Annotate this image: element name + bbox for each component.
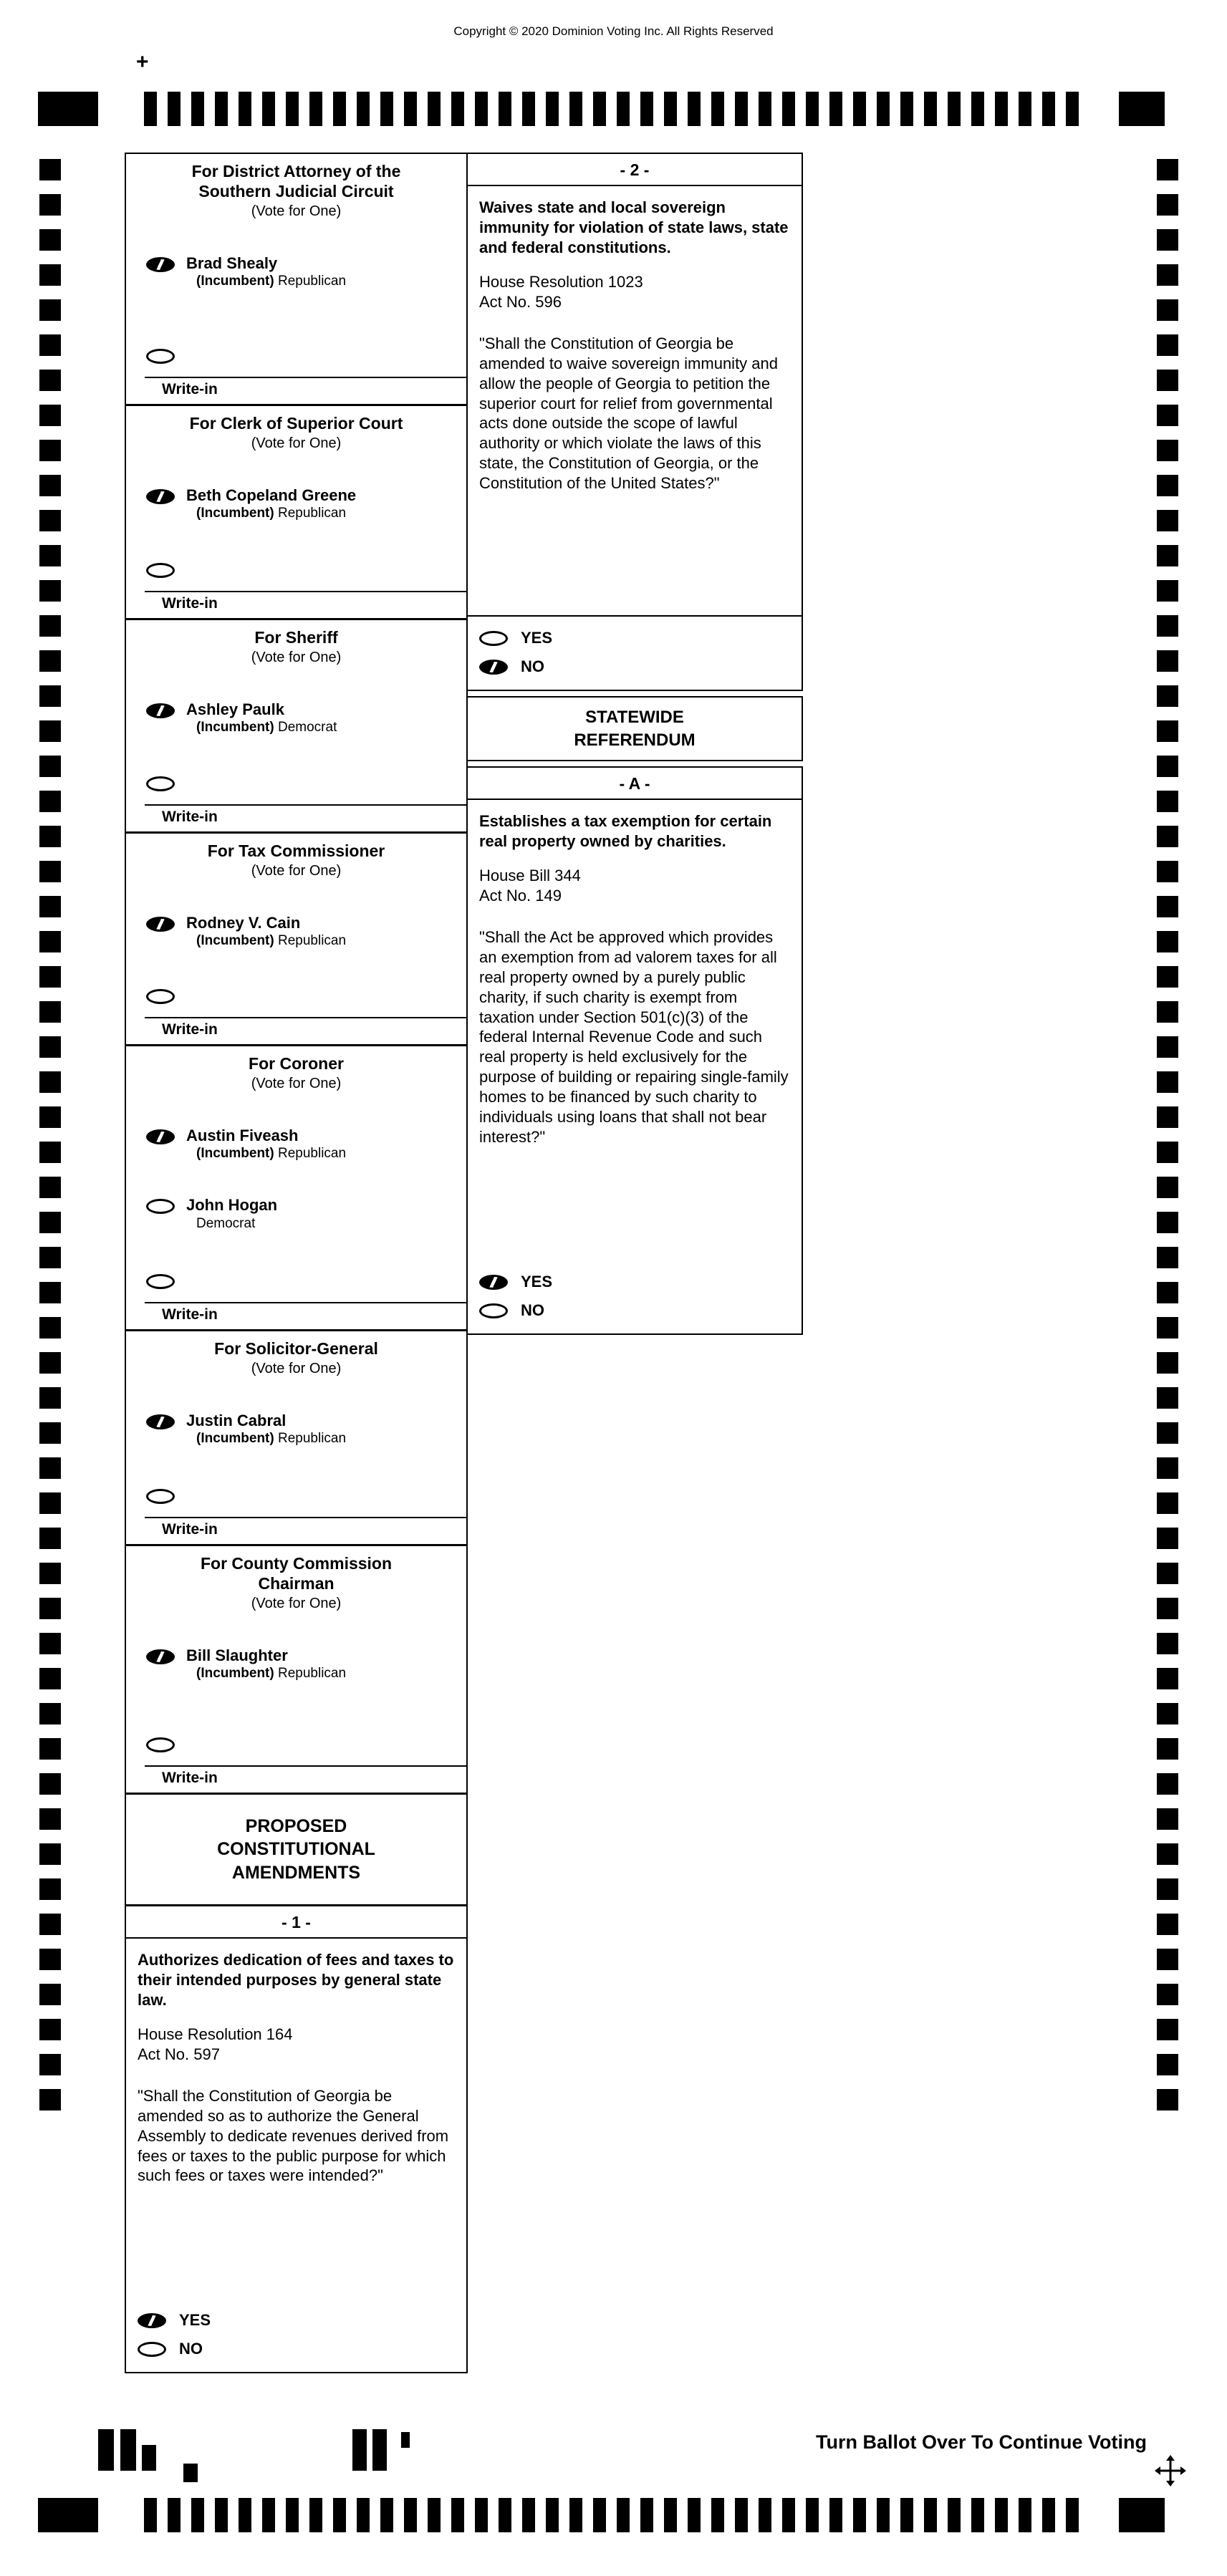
write-in-section bbox=[126, 773, 466, 831]
write-in-option bbox=[126, 1271, 466, 1289]
vote-oval[interactable] bbox=[146, 257, 175, 272]
turn-ballot-instruction: Turn Ballot Over To Continue Voting bbox=[816, 2431, 1147, 2453]
candidate-party bbox=[186, 1431, 346, 1447]
measure-reference bbox=[479, 866, 790, 906]
candidate-option bbox=[126, 1196, 466, 1231]
vote-oval[interactable] bbox=[146, 489, 175, 504]
write-in-line[interactable] bbox=[145, 377, 466, 378]
amendments-section-header bbox=[126, 1795, 466, 1906]
contest-title: For Clerk of Superior Court bbox=[189, 414, 403, 433]
yes-oval[interactable] bbox=[138, 2313, 166, 2328]
yes-option bbox=[138, 2306, 455, 2335]
write-in-label: Write-in bbox=[162, 1521, 218, 1538]
write-in-option bbox=[126, 986, 466, 1004]
candidate-name: Ashley Paulk bbox=[186, 700, 284, 719]
no-label: NO bbox=[521, 657, 544, 675]
candidate-info bbox=[186, 700, 337, 735]
write-in-label: Write-in bbox=[162, 1306, 218, 1323]
candidate-party bbox=[186, 1146, 346, 1162]
no-option bbox=[479, 1296, 790, 1325]
timing-block-right bbox=[1119, 92, 1165, 126]
contest-title: For Solicitor-General bbox=[214, 1339, 378, 1358]
measure-question: "Shall the Constitution of Georgia be amended to waive sovereign immunity and allow the people of Georgia to petition the superior court for relief from governmental acts done outside the scope of lawful authority or which violate the laws of this state, the Constitution of Georgia, or the Constitution of the United States?" bbox=[479, 334, 779, 493]
candidate-option bbox=[126, 1412, 466, 1447]
measure-body bbox=[126, 1939, 466, 2186]
incumbent-label: (Incumbent) bbox=[196, 1146, 274, 1162]
candidate-option bbox=[126, 254, 466, 289]
referendum-section-header bbox=[466, 696, 803, 761]
write-in-option bbox=[126, 1486, 466, 1504]
reference-line: Act No. 596 bbox=[479, 292, 562, 311]
contest-title: For Sheriff bbox=[254, 628, 338, 647]
write-in-section bbox=[126, 1486, 466, 1544]
candidate-info bbox=[186, 254, 346, 289]
timing-block-left bbox=[38, 92, 98, 126]
candidate-info bbox=[186, 914, 346, 949]
vote-for-instruction: (Vote for One) bbox=[251, 1361, 342, 1377]
write-in-label: Write-in bbox=[162, 1770, 218, 1786]
party-label: Democrat bbox=[278, 720, 337, 735]
party-label: Republican bbox=[278, 933, 347, 949]
measure-options bbox=[126, 2302, 466, 2372]
write-in-section bbox=[126, 1735, 466, 1793]
measure-2-section bbox=[466, 153, 803, 691]
write-in-option bbox=[126, 560, 466, 578]
vote-oval[interactable] bbox=[146, 1129, 175, 1144]
write-in-option bbox=[126, 1735, 466, 1752]
write-in-option bbox=[126, 773, 466, 791]
candidate-option bbox=[126, 914, 466, 949]
incumbent-label: (Incumbent) bbox=[196, 933, 274, 949]
party-label: Republican bbox=[278, 1666, 347, 1682]
incumbent-label: (Incumbent) bbox=[196, 274, 274, 289]
candidate-info bbox=[186, 1196, 277, 1231]
write-in-label: Write-in bbox=[162, 381, 218, 397]
candidate-party bbox=[186, 1216, 277, 1232]
vote-oval[interactable] bbox=[146, 917, 175, 932]
candidate-option bbox=[126, 1127, 466, 1162]
candidate-info bbox=[186, 1412, 346, 1447]
candidate-party bbox=[186, 933, 346, 949]
timing-block-right bbox=[1119, 2498, 1165, 2532]
yes-oval[interactable] bbox=[479, 1275, 508, 1290]
contest-title: For County Commission Chairman bbox=[200, 1554, 393, 1593]
alignment-mark bbox=[401, 2432, 410, 2448]
contest-solicitor-general bbox=[126, 1331, 466, 1546]
candidate-name: Beth Copeland Greene bbox=[186, 486, 357, 505]
yes-label: YES bbox=[521, 1273, 553, 1291]
candidate-name: John Hogan bbox=[186, 1196, 278, 1215]
timing-bars bbox=[144, 2498, 1079, 2532]
write-in-line[interactable] bbox=[145, 1302, 466, 1303]
candidate-name: Rodney V. Cain bbox=[186, 914, 301, 932]
vote-for-instruction: (Vote for One) bbox=[251, 203, 342, 220]
candidate-name: Brad Shealy bbox=[186, 254, 278, 273]
measure-summary: Establishes a tax exemption for certain real property owned by charities. bbox=[479, 812, 772, 850]
party-label: Republican bbox=[278, 506, 347, 521]
incumbent-label: (Incumbent) bbox=[196, 1666, 274, 1682]
write-in-line[interactable] bbox=[145, 1765, 466, 1767]
no-oval[interactable] bbox=[479, 1303, 508, 1318]
alignment-mark bbox=[183, 2464, 198, 2482]
write-in-oval[interactable] bbox=[146, 776, 175, 791]
measure-reference bbox=[479, 272, 790, 312]
candidate-option bbox=[126, 1646, 466, 1682]
write-in-section bbox=[126, 1271, 466, 1329]
timing-marks-bottom bbox=[0, 2498, 1227, 2532]
measure-options bbox=[468, 1263, 802, 1333]
timing-marks-right-column bbox=[1157, 159, 1178, 2111]
yes-option bbox=[479, 624, 790, 652]
measure-question: "Shall the Act be approved which provides an exemption from ad valorem taxes for all real property owned by a purely public charity, if such charity is exempt from taxation under Section 501(c)(3) of the federal Internal Revenue Code and such real property is held exclusively for the purpose of building or repairing single-family homes to be financed by such charity to individuals using loans that shall not bear interest?" bbox=[479, 927, 789, 1147]
write-in-label: Write-in bbox=[162, 1021, 218, 1038]
party-label: Democrat bbox=[196, 1215, 256, 1231]
party-label: Republican bbox=[278, 274, 347, 289]
reference-line: Act No. 597 bbox=[138, 2045, 220, 2063]
alignment-mark bbox=[120, 2429, 136, 2471]
write-in-line[interactable] bbox=[145, 804, 466, 806]
candidate-info bbox=[186, 486, 356, 521]
vote-for-instruction: (Vote for One) bbox=[251, 1076, 342, 1092]
vote-oval[interactable] bbox=[146, 1414, 175, 1429]
measure-1-section bbox=[126, 1906, 466, 2372]
contest-county-commission-chairman bbox=[126, 1546, 466, 1795]
section-header-text: PROPOSED CONSTITUTIONAL AMENDMENTS bbox=[217, 1815, 375, 1883]
ballot-left-column bbox=[125, 153, 468, 2373]
party-label: Republican bbox=[278, 1146, 347, 1162]
contest-title: For Tax Commissioner bbox=[207, 841, 385, 860]
candidate-name: Bill Slaughter bbox=[186, 1646, 288, 1665]
turn-over-arrows-icon bbox=[1155, 2455, 1186, 2486]
no-option bbox=[479, 652, 790, 681]
timing-marks-top bbox=[0, 92, 1227, 126]
candidate-option bbox=[126, 700, 466, 735]
candidate-party bbox=[186, 506, 356, 521]
contest-coroner bbox=[126, 1046, 466, 1331]
alignment-mark bbox=[142, 2445, 156, 2471]
no-oval[interactable] bbox=[479, 660, 508, 675]
measure-a-section bbox=[466, 766, 803, 1335]
measure-body bbox=[468, 800, 802, 1147]
contest-clerk-superior-court bbox=[126, 406, 466, 620]
alignment-mark bbox=[98, 2429, 114, 2471]
contest-title: For District Attorney of the Southern Judicial Circuit bbox=[191, 162, 401, 201]
write-in-label: Write-in bbox=[162, 809, 218, 825]
alignment-mark bbox=[352, 2429, 367, 2471]
write-in-label: Write-in bbox=[162, 595, 218, 612]
incumbent-label: (Incumbent) bbox=[196, 1431, 274, 1447]
yes-oval[interactable] bbox=[479, 631, 508, 646]
vote-for-instruction: (Vote for One) bbox=[251, 863, 342, 879]
measure-summary: Waives state and local sovereign immunity for violation of state laws, state and federal constitutions. bbox=[479, 198, 789, 256]
alignment-mark bbox=[372, 2429, 387, 2471]
vote-for-instruction: (Vote for One) bbox=[251, 435, 342, 452]
reference-line: Act No. 149 bbox=[479, 886, 562, 905]
candidate-name: Justin Cabral bbox=[186, 1412, 287, 1430]
incumbent-label: (Incumbent) bbox=[196, 506, 274, 521]
section-header-text: STATEWIDE REFERENDUM bbox=[574, 708, 696, 750]
contest-district-attorney bbox=[126, 154, 466, 406]
no-label: NO bbox=[521, 1301, 544, 1319]
write-in-oval[interactable] bbox=[146, 989, 175, 1004]
write-in-oval[interactable] bbox=[146, 563, 175, 578]
candidate-info bbox=[186, 1127, 346, 1162]
no-oval[interactable] bbox=[138, 2342, 166, 2357]
measure-reference bbox=[138, 2025, 455, 2065]
write-in-oval[interactable] bbox=[146, 349, 175, 364]
candidate-party bbox=[186, 720, 337, 735]
candidate-name: Austin Fiveash bbox=[186, 1127, 299, 1145]
measure-options bbox=[468, 615, 802, 690]
measure-number: - 1 - bbox=[126, 1906, 466, 1939]
timing-block-left bbox=[38, 2498, 98, 2532]
reference-line: House Resolution 1023 bbox=[479, 272, 643, 291]
party-label: Republican bbox=[278, 1431, 347, 1447]
write-in-oval[interactable] bbox=[146, 1489, 175, 1504]
registration-plus-mark: + bbox=[136, 50, 149, 74]
incumbent-label: (Incumbent) bbox=[196, 720, 274, 735]
measure-summary: Authorizes dedication of fees and taxes to their intended purposes by general state law. bbox=[138, 1951, 454, 2009]
write-in-option bbox=[126, 346, 466, 364]
measure-number: - A - bbox=[468, 768, 802, 800]
write-in-oval[interactable] bbox=[146, 1737, 175, 1752]
write-in-oval[interactable] bbox=[146, 1274, 175, 1289]
no-label: NO bbox=[179, 2340, 203, 2358]
yes-label: YES bbox=[179, 2311, 211, 2329]
candidate-option bbox=[126, 486, 466, 521]
reference-line: House Bill 344 bbox=[479, 866, 581, 884]
measure-body bbox=[468, 186, 802, 493]
contest-tax-commissioner bbox=[126, 834, 466, 1046]
contest-title: For Coroner bbox=[249, 1054, 344, 1073]
measure-number: - 2 - bbox=[468, 154, 802, 186]
candidate-info bbox=[186, 1646, 346, 1682]
vote-for-instruction: (Vote for One) bbox=[251, 1596, 342, 1612]
write-in-section bbox=[126, 986, 466, 1044]
no-option bbox=[138, 2335, 455, 2363]
write-in-section bbox=[126, 560, 466, 618]
candidate-party bbox=[186, 274, 346, 289]
write-in-line[interactable] bbox=[145, 1517, 466, 1518]
reference-line: House Resolution 164 bbox=[138, 2025, 293, 2043]
write-in-line[interactable] bbox=[145, 591, 466, 592]
copyright-text: Copyright © 2020 Dominion Voting Inc. All Rights Reserved bbox=[453, 24, 774, 38]
timing-bars bbox=[144, 92, 1079, 126]
vote-oval[interactable] bbox=[146, 1649, 175, 1664]
yes-option bbox=[479, 1268, 790, 1296]
write-in-section bbox=[126, 346, 466, 404]
vote-oval[interactable] bbox=[146, 1199, 175, 1214]
write-in-line[interactable] bbox=[145, 1017, 466, 1018]
yes-label: YES bbox=[521, 629, 553, 647]
candidate-party bbox=[186, 1666, 346, 1682]
measure-question: "Shall the Constitution of Georgia be amended so as to authorize the General Assembly to dedicate revenues derived from fees or taxes to the public purpose for which such fees or taxes were intended?" bbox=[138, 2086, 449, 2185]
contest-sheriff bbox=[126, 620, 466, 834]
vote-for-instruction: (Vote for One) bbox=[251, 650, 342, 666]
timing-marks-left-column bbox=[39, 159, 61, 2111]
vote-oval[interactable] bbox=[146, 703, 175, 718]
